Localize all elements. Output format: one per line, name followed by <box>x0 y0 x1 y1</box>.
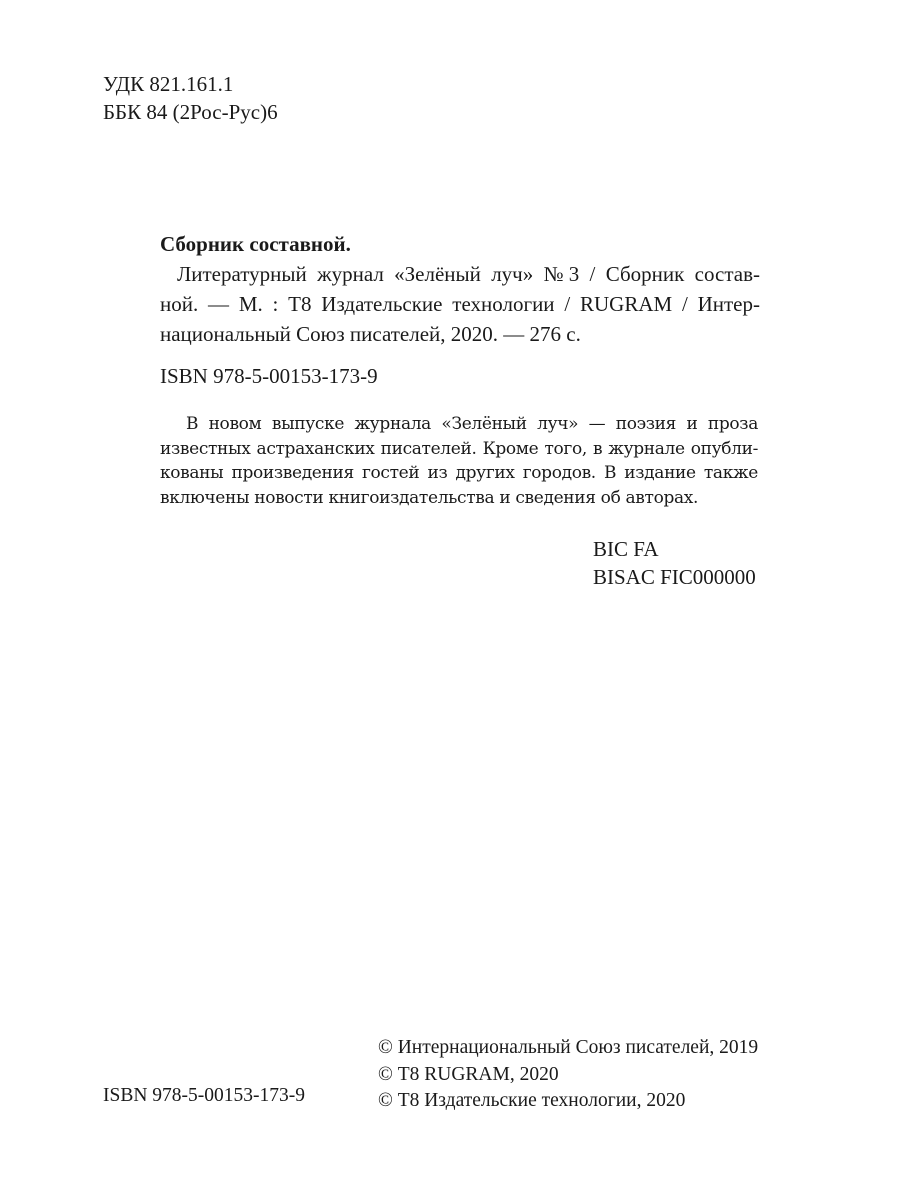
annotation-line: известных астраханских писателей. Кроме того, в журнале опубли- <box>160 438 758 459</box>
record-line: Литературный журнал «Зелёный луч» №3 / Сборник состав- <box>177 262 760 286</box>
bibliographic-record <box>160 229 760 349</box>
annotation-line: включены новости книгоиздательства и сведения об авторах. <box>160 487 699 508</box>
bic-code: BIC FA <box>593 537 659 561</box>
subject-codes <box>593 535 756 591</box>
udk-code: УДК 821.161.1 <box>103 72 234 96</box>
annotation-line: В новом выпуске журнала «Зелёный луч» — поэзия и проза <box>186 414 758 434</box>
copyright-line: © Т8 Издательские технологии, 2020 <box>378 1090 686 1111</box>
isbn-number: ISBN 978-5-00153-173-9 <box>103 1085 306 1106</box>
annotation <box>160 412 758 510</box>
classification-codes <box>103 70 278 126</box>
record-line: ной. — М. : Т8 Издательские технологии / RUGRAM / Интер- <box>160 292 760 316</box>
annotation-line: кованы произведения гостей из других городов. В издание также <box>160 463 758 483</box>
copyright-notices <box>378 1035 758 1115</box>
isbn-bottom <box>103 1083 305 1110</box>
bbk-code: ББК 84 (2Рос-Рус)6 <box>103 100 278 124</box>
isbn-number: ISBN 978-5-00153-173-9 <box>160 364 378 388</box>
isbn-top <box>160 362 378 390</box>
copyright-line: © Т8 RUGRAM, 2020 <box>378 1063 559 1085</box>
bisac-code: BISAC FIC000000 <box>593 565 756 589</box>
copyright-line: © Интернациональный Союз писателей, 2019 <box>378 1037 759 1058</box>
record-heading: Сборник составной. <box>160 232 351 256</box>
record-line: национальный Союз писателей, 2020. — 276 с. <box>160 322 581 346</box>
